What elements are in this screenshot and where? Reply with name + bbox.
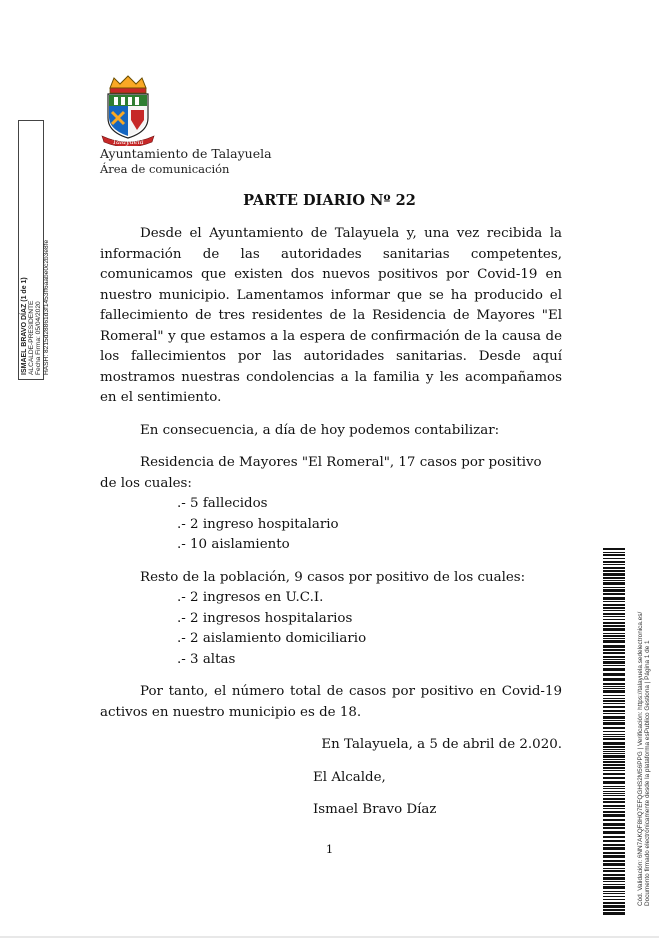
barcode-bar <box>603 811 625 813</box>
barcode-bar <box>603 902 625 904</box>
barcode-bar <box>603 683 625 685</box>
barcode-bar <box>603 860 625 862</box>
verification-barcode-icon <box>603 548 625 916</box>
barcode-bar <box>603 891 625 892</box>
barcode-bar <box>603 793 625 794</box>
organization-name: Ayuntamiento de Talayuela <box>100 146 272 161</box>
barcode-bar <box>603 587 625 588</box>
barcode-bar <box>603 727 625 729</box>
barcode-bar <box>603 698 625 699</box>
barcode-bar <box>603 607 625 609</box>
signer-name: Ismael Bravo Díaz <box>313 802 437 817</box>
barcode-bar <box>603 567 625 569</box>
barcode-bar <box>603 649 625 651</box>
population-heading: Resto de la población, 9 casos por positivo de los cuales: <box>140 569 526 585</box>
page-number: 1 <box>325 842 334 856</box>
list-item: .- 2 ingresos en U.C.I. <box>177 590 324 605</box>
barcode-bar <box>603 640 625 643</box>
barcode-bar <box>603 601 625 602</box>
barcode-bar <box>603 580 625 581</box>
barcode-bar <box>603 554 625 556</box>
barcode-bar <box>603 884 625 885</box>
barcode-bar <box>603 638 625 639</box>
paragraph-intro: Desde el Ayuntamiento de Talayuela y, una vez recibida la información de las autoridades sanitarias competentes, comunicamos que existen dos nuevos positivos por Covid-19 en nuestro municipio. Lamentamos informar que se ha producido el fallecimiento de tres residentes de la Residencia de Mayores "El Romeral" y que estamos a la espera de confirmación de la causa de los fallecimientos por las autoridades sanitarias. Desde aquí mostramos nuestras condolencias a la familia y les acompañamos en el sentimiento. <box>100 226 562 405</box>
barcode-bar <box>603 613 625 615</box>
verification-text <box>637 561 651 906</box>
barcode-bar <box>603 706 625 708</box>
signature-hash: HASH: 8215d28861d3f1453ff6aabe0c2b3e8fe <box>42 239 50 375</box>
barcode-bar <box>603 628 625 631</box>
barcode-bar <box>603 678 625 681</box>
barcode-bar <box>603 791 625 792</box>
barcode-bar <box>603 710 625 712</box>
barcode-bar <box>603 847 625 850</box>
document-date: En Talayuela, a 5 de abril de 2.020. <box>321 737 562 752</box>
signature-role: ALCALDE-PRESIDENTE <box>28 300 36 375</box>
barcode-bar <box>603 801 625 803</box>
barcode-bar <box>603 877 625 880</box>
signature-date: Fecha Firma: 05/04/2020 <box>35 301 43 375</box>
barcode-bar <box>603 896 625 897</box>
barcode-bar <box>603 781 625 784</box>
crest-ribbon-text: Talayuela <box>112 138 144 146</box>
barcode-bar <box>603 777 625 779</box>
list-item: .- 3 altas <box>177 651 236 667</box>
barcode-bar <box>603 881 625 882</box>
barcode-bar <box>603 661 625 664</box>
barcode-bar <box>603 686 625 687</box>
electronic-signature-box <box>21 240 50 375</box>
barcode-bar <box>603 731 625 732</box>
verification-platform: Documento firmado electrónicamente desde la plataforma esPublico Gestiona | Página 1 de 1 <box>644 640 652 906</box>
barcode-bar <box>603 746 625 748</box>
barcode-bar <box>603 823 625 826</box>
organization-area: Área de comunicación <box>100 162 230 176</box>
municipal-crest-logo <box>100 74 156 146</box>
barcode-bar <box>603 561 625 563</box>
list-item: .- 10 aislamiento <box>177 537 290 552</box>
barcode-bar <box>603 814 625 817</box>
paragraph-total: Por tanto, el número total de casos por positivo en Covid-19 activos en nuestro municipio es de 18. <box>100 684 562 720</box>
barcode-bar <box>603 788 625 789</box>
barcode-bar <box>603 831 625 834</box>
barcode-bar <box>603 868 625 869</box>
barcode-bar <box>603 759 625 760</box>
barcode-bar <box>603 610 625 611</box>
barcode-bar <box>603 805 625 807</box>
barcode-bar <box>603 593 625 595</box>
barcode-bar <box>603 844 625 846</box>
barcode-bar <box>603 665 625 666</box>
barcode-bar <box>603 899 625 900</box>
barcode-bar <box>603 909 625 911</box>
document-body <box>100 224 562 821</box>
barcode-bar <box>603 625 625 627</box>
barcode-bar <box>603 795 625 796</box>
barcode-bar <box>603 761 625 763</box>
signature-signer: ISMAEL BRAVO DÍAZ (1 de 1) <box>21 277 28 375</box>
barcode-bar <box>603 751 625 752</box>
barcode-bar <box>603 597 625 600</box>
list-item: .- 5 fallecidos <box>177 496 268 511</box>
barcode-bar <box>603 893 625 894</box>
barcode-bar <box>603 863 625 866</box>
list-item: .- 2 aislamiento domiciliario <box>177 631 367 646</box>
barcode-bar <box>603 716 625 719</box>
barcode-bar <box>603 570 625 572</box>
barcode-bar <box>603 652 625 654</box>
list-item: .- 2 ingresos hospitalarios <box>177 610 353 626</box>
barcode-bar <box>603 827 625 829</box>
barcode-bar <box>603 773 625 775</box>
population-list <box>100 588 562 670</box>
barcode-bar <box>603 656 625 658</box>
barcode-bar <box>603 582 625 585</box>
barcode-bar <box>603 619 625 620</box>
barcode-bar <box>603 700 625 702</box>
barcode-bar <box>603 770 625 771</box>
document-title: PARTE DIARIO Nº 22 <box>243 192 416 209</box>
barcode-bar <box>603 659 625 660</box>
barcode-bar <box>603 852 625 854</box>
barcode-bar <box>603 767 625 769</box>
barcode-bar <box>603 633 625 634</box>
list-item: .- 2 ingreso hospitalario <box>177 516 339 532</box>
barcode-bar <box>603 742 625 745</box>
barcode-bar <box>603 668 625 671</box>
barcode-bar <box>603 912 625 915</box>
crest-icon <box>100 74 156 146</box>
barcode-bar <box>603 690 625 693</box>
residence-list <box>100 494 562 556</box>
barcode-bar <box>603 622 625 624</box>
barcode-bar <box>603 688 625 689</box>
barcode-bar <box>603 886 625 889</box>
barcode-bar <box>603 798 625 800</box>
barcode-bar <box>603 558 625 559</box>
barcode-bar <box>603 819 625 821</box>
barcode-bar <box>603 736 625 737</box>
verification-code: Cód. Validación: 6NN7AKQF8HQ7EFQGHS2M56PPG | Verificación: https://talayuela.sedelectronica.es/ <box>637 611 644 906</box>
barcode-bar <box>603 645 625 648</box>
barcode-bar <box>603 753 625 754</box>
barcode-bar <box>603 734 625 735</box>
residence-heading: Residencia de Mayores "El Romeral", 17 casos por positivo de los cuales: <box>100 455 542 491</box>
barcode-bar <box>603 870 625 872</box>
barcode-bar <box>603 749 625 750</box>
barcode-bar <box>603 573 625 576</box>
paragraph-count-intro: En consecuencia, a día de hoy podemos contabilizar: <box>140 422 500 438</box>
barcode-bar <box>603 874 625 876</box>
barcode-bar <box>603 755 625 758</box>
barcode-bar <box>603 713 625 714</box>
barcode-bar <box>603 722 625 725</box>
barcode-bar <box>603 905 625 908</box>
barcode-bar <box>603 548 625 550</box>
barcode-bar <box>603 786 625 787</box>
barcode-bar <box>603 695 625 696</box>
barcode-bar <box>603 635 625 637</box>
barcode-bar <box>603 764 625 766</box>
barcode-bar <box>603 577 625 579</box>
barcode-bar <box>603 564 625 565</box>
barcode-bar <box>603 836 625 838</box>
barcode-bar <box>603 855 625 858</box>
barcode-bar <box>603 673 625 676</box>
barcode-bar <box>603 808 625 809</box>
barcode-bar <box>603 589 625 592</box>
barcode-bar <box>603 604 625 606</box>
signer-title: El Alcalde, <box>313 769 386 785</box>
barcode-bar <box>603 840 625 842</box>
barcode-bar <box>603 552 625 553</box>
barcode-bar <box>603 703 625 704</box>
barcode-bar <box>603 738 625 740</box>
barcode-bar <box>603 720 625 721</box>
barcode-bar <box>603 616 625 617</box>
